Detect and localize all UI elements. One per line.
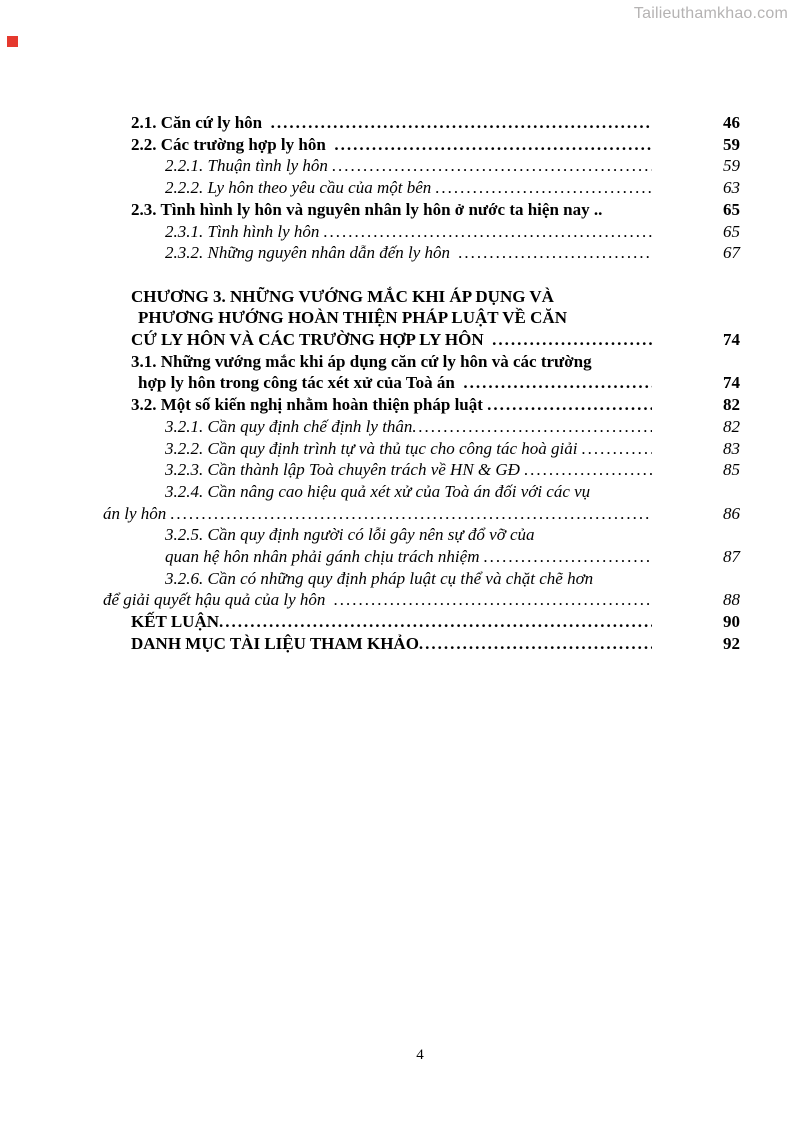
toc-page-number: 82 [723, 416, 740, 436]
toc-entry-text: 3.2.6. Cần có những quy định pháp luật cụ thể và chặt chẽ hơn [165, 568, 594, 588]
toc-entry-text: 3.2. Một số kiến nghị nhằm hoàn thiện pháp luật [131, 395, 488, 415]
dot-leader [219, 611, 652, 633]
dot-leader [463, 372, 652, 394]
toc-page-number: 88 [723, 590, 740, 610]
toc-line [100, 481, 740, 503]
dot-leader [271, 112, 652, 134]
toc-page-number: 63 [723, 178, 740, 198]
dot-leader [524, 459, 652, 481]
toc-entry-text: 2.2.2. Ly hôn theo yêu cầu của một bên [165, 178, 436, 198]
toc-entry-text: 3.2.1. Cần quy định chế định ly thân [165, 416, 413, 436]
toc-line [100, 568, 740, 590]
toc-line [100, 589, 740, 611]
dot-leader [487, 394, 652, 416]
toc-entry-text: 3.1. Những vướng mắc khi áp dụng căn cứ ly hôn và các trường [131, 351, 592, 371]
dot-leader [332, 155, 652, 177]
toc-page-number: 86 [723, 503, 740, 523]
dot-leader [582, 438, 652, 460]
toc-page-number: 82 [723, 395, 740, 415]
toc-entry-text: 3.2.5. Cần quy định người có lỗi gây nên sự đổ vỡ của [165, 525, 535, 545]
toc-line [100, 546, 740, 568]
toc-line [100, 286, 740, 308]
toc-page-number: 74 [723, 330, 740, 350]
toc-page-number: 74 [723, 373, 740, 393]
toc-entry-text: 3.2.2. Cần quy định trình tự và thủ tục cho công tác hoà giải [165, 438, 582, 458]
toc-page-number: 59 [723, 156, 740, 176]
watermark-text: Tailieuthamkhao.com [633, 5, 788, 22]
toc-line [100, 633, 740, 655]
toc-line [100, 242, 740, 264]
dot-leader [171, 503, 652, 525]
toc-entry-text: CHƯƠNG 3. NHỮNG VƯỚNG MẮC KHI ÁP DỤNG VÀ [131, 286, 554, 306]
page-number: 4 [416, 1047, 424, 1063]
toc-line [100, 307, 740, 329]
toc-page-number: 87 [723, 547, 740, 567]
dot-leader [324, 221, 652, 243]
toc-page-number: 90 [723, 612, 740, 632]
toc-entry-text: 2.3.2. Những nguyên nhân dẫn đến ly hôn [165, 243, 459, 263]
toc-page-number: 85 [723, 460, 740, 480]
toc-page-number: 65 [723, 199, 740, 219]
toc-entry-text: 3.2.3. Cần thành lập Toà chuyên trách về HN & GĐ [165, 460, 525, 480]
red-marker-icon [7, 36, 18, 47]
toc-page-number: 83 [723, 438, 740, 458]
toc-line [100, 459, 740, 481]
dot-leader [492, 329, 652, 351]
toc-entry-text: quan hệ hôn nhân phải gánh chịu trách nhiệm [165, 547, 484, 567]
toc-entry-text: để giải quyết hậu quả của ly hôn [103, 590, 334, 610]
toc-line [100, 611, 740, 633]
dot-leader [412, 416, 652, 438]
toc-entry-text: DANH MỤC TÀI LIỆU THAM KHẢO [131, 633, 419, 653]
toc-entry-text: CỨ LY HÔN VÀ CÁC TRƯỜNG HỢP LY HÔN [131, 330, 493, 350]
toc-page-number: 46 [723, 113, 740, 132]
toc-line [100, 372, 740, 394]
toc-page-number: 65 [723, 221, 740, 241]
dot-leader [334, 134, 652, 156]
toc-entry-text: 2.3.1. Tình hình ly hôn [165, 221, 324, 241]
toc-page-number: 67 [723, 243, 740, 263]
dot-leader [484, 546, 652, 568]
toc-line [100, 416, 740, 438]
toc-entry-text: KẾT LUẬN [131, 612, 220, 632]
toc-entry-text: 2.1. Căn cứ ly hôn [131, 113, 271, 132]
dot-leader [436, 177, 653, 199]
toc-entry-text: PHƯƠNG HƯỚNG HOÀN THIỆN PHÁP LUẬT VỀ CĂN [138, 308, 567, 328]
toc-entry-text: hợp ly hôn trong công tác xét xử của Toà án [138, 373, 464, 393]
toc-entry-text: 2.2. Các trường hợp ly hôn [131, 134, 335, 154]
toc-line [100, 394, 740, 416]
toc-entry-text: 2.3. Tình hình ly hôn và nguyên nhân ly hôn ở nước ta hiện nay .. [131, 199, 603, 219]
toc-line [100, 155, 740, 177]
toc-page-number: 59 [723, 134, 740, 154]
toc-line [100, 524, 740, 546]
toc-line [100, 134, 740, 156]
toc-page-number: 92 [723, 633, 740, 653]
toc-line [100, 221, 740, 243]
toc-entry-text: 3.2.4. Cần nâng cao hiệu quả xét xử của Toà án đối với các vụ [165, 481, 591, 501]
toc-line [100, 199, 740, 221]
toc-line [100, 503, 740, 525]
toc-line [100, 112, 740, 134]
toc-line [100, 177, 740, 199]
toc-line [100, 438, 740, 460]
dot-leader [334, 589, 652, 611]
dot-leader [459, 242, 652, 264]
dot-leader [419, 633, 652, 655]
toc-entry-text: 2.2.1. Thuận tình ly hôn [165, 156, 333, 176]
toc-line [100, 351, 740, 373]
toc-line [100, 329, 740, 351]
toc-entry-text: án ly hôn [103, 503, 171, 523]
table-of-contents [100, 112, 740, 655]
